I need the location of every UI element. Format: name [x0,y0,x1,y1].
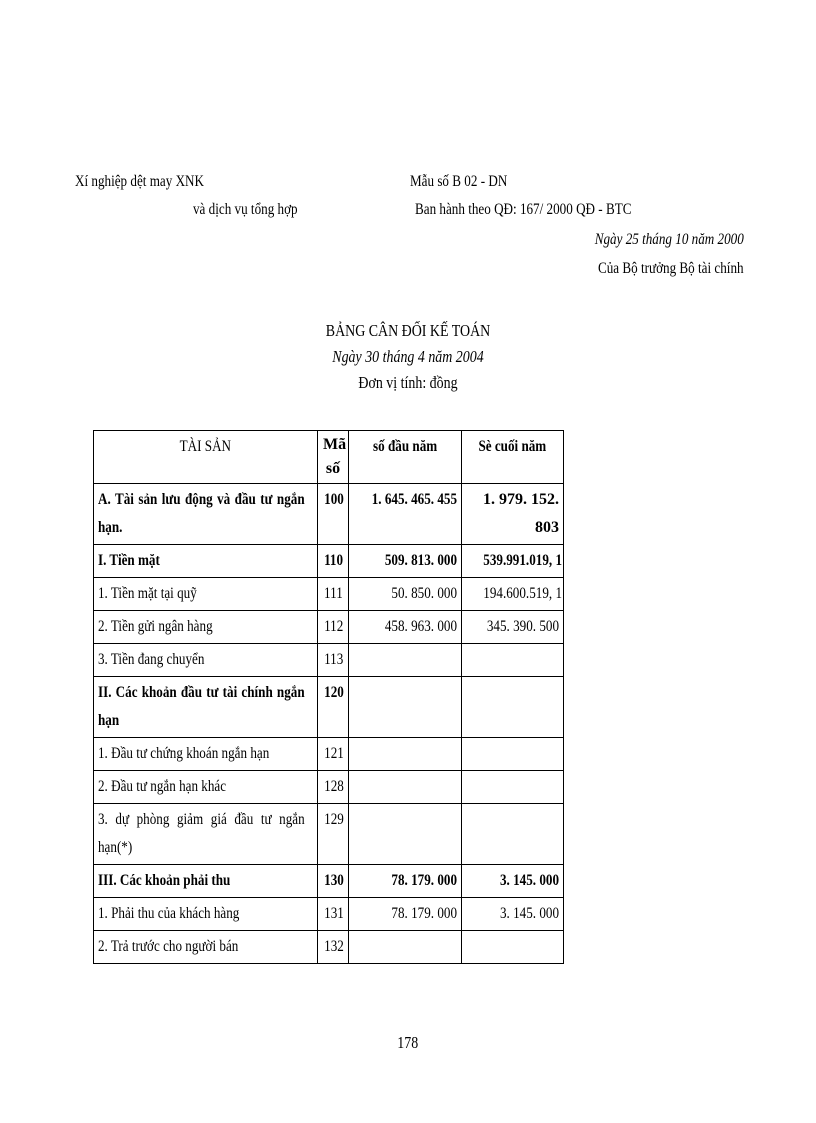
row-closing-balance [461,644,563,677]
issued-date: Ngày 25 tháng 10 năm 2000 [594,231,744,248]
row-code: 120 [318,677,348,738]
row-closing-balance [461,804,563,865]
row-code: 100 [318,484,348,545]
issued-by: Ban hành theo QĐ: 167/ 2000 QĐ - BTC [415,201,632,218]
row-opening-balance [348,931,461,964]
issuer: Của Bộ trưởng Bộ tài chính [598,260,744,277]
row-label: II. Các khoản đầu tư tài chính ngắn hạn [94,677,318,738]
row-opening-balance [348,804,461,865]
currency-unit: Đơn vị tính: đồng [358,373,458,392]
row-opening-balance [348,771,461,804]
row-label: 2. Đầu tư ngắn hạn khác [94,771,318,804]
row-code: 111 [318,578,348,611]
company-name-line1: Xí nghiệp dệt may XNK [75,173,204,190]
document-title: BẢNG CÂN ĐỐI KẾ TOÁN [325,321,491,340]
table-row [94,578,564,611]
row-code: 129 [318,804,348,865]
row-opening-balance: 1. 645. 465. 455 [348,484,461,545]
row-label: I. Tiền mặt [94,545,318,578]
row-opening-balance [348,738,461,771]
row-opening-balance: 78. 179. 000 [348,865,461,898]
row-closing-balance: 3. 145. 000 [461,865,563,898]
company-name-line2: và dịch vụ tổng hợp [193,201,298,218]
table-row [94,484,564,545]
table-row [94,545,564,578]
row-closing-balance [461,771,563,804]
report-date: Ngày 30 tháng 4 năm 2004 [332,347,484,366]
row-code: 128 [318,771,348,804]
table-row [94,771,564,804]
row-label: 3. Tiền đang chuyển [94,644,318,677]
table-row [94,611,564,644]
table-row [94,931,564,964]
row-closing-balance: 3. 145. 000 [461,898,563,931]
row-code: 132 [318,931,348,964]
row-closing-balance [461,931,563,964]
row-code: 112 [318,611,348,644]
row-label: 3. dự phòng giảm giá đầu tư ngắn hạn(*) [94,804,318,865]
row-label: 1. Phải thu của khách hàng [94,898,318,931]
table-row [94,865,564,898]
row-opening-balance [348,644,461,677]
row-closing-balance: 539.991.019, 1 [461,545,563,578]
table-row [94,644,564,677]
row-closing-balance: 194.600.519, 1 [461,578,563,611]
row-label: III. Các khoản phải thu [94,865,318,898]
row-code: 131 [318,898,348,931]
table-row [94,804,564,865]
row-closing-balance: 345. 390. 500 [461,611,563,644]
row-opening-balance: 458. 963. 000 [348,611,461,644]
table-row [94,898,564,931]
page-number: 178 [397,1033,419,1052]
table-row [94,677,564,738]
header-opening: số đầu năm [348,431,461,484]
form-code: Mẫu số B 02 - DN [410,173,508,190]
row-label: A. Tài sản lưu động và đầu tư ngắn hạn. [94,484,318,545]
balance-sheet-table [93,430,564,964]
row-opening-balance: 78. 179. 000 [348,898,461,931]
table-row [94,738,564,771]
row-code: 113 [318,644,348,677]
row-label: 2. Trả trước cho người bán [94,931,318,964]
row-opening-balance: 509. 813. 000 [348,545,461,578]
header-closing: Sè cuối năm [461,431,563,484]
table-header-row [94,431,564,484]
row-label: 1. Đầu tư chứng khoán ngắn hạn [94,738,318,771]
row-code: 110 [318,545,348,578]
header-code: Mã số [318,431,348,484]
title-block [0,318,816,396]
row-code: 130 [318,865,348,898]
row-closing-balance [461,677,563,738]
row-closing-balance: 1. 979. 152. 803 [461,484,563,545]
row-label: 2. Tiền gửi ngân hàng [94,611,318,644]
row-closing-balance [461,738,563,771]
header-asset: TÀI SẢN [94,431,318,484]
row-opening-balance: 50. 850. 000 [348,578,461,611]
row-opening-balance [348,677,461,738]
row-code: 121 [318,738,348,771]
row-label: 1. Tiền mặt tại quỹ [94,578,318,611]
